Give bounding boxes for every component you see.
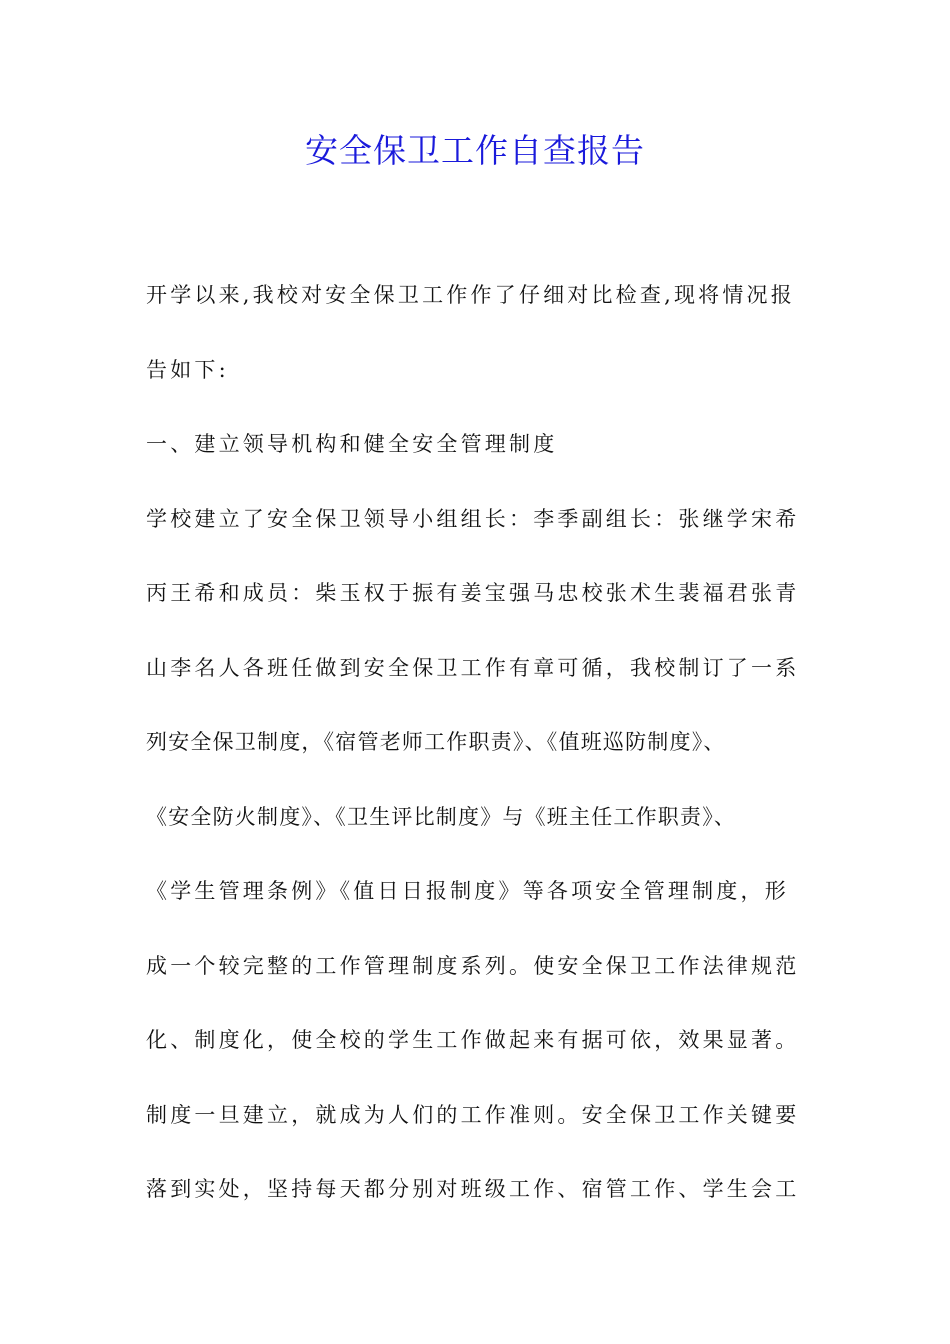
body-line-2: 告如下: <box>146 357 229 382</box>
body-line-10: 成一个较完整的工作管理制度系列。使安全保卫工作法律规范 <box>146 953 800 978</box>
body-line-8: 《安全防火制度》、《卫生评比制度》与《班主任工作职责》、 <box>146 804 737 829</box>
body-line-12: 制度一旦建立，就成为人们的工作准则。安全保卫工作关键要 <box>146 1102 800 1127</box>
document-title: 安全保卫工作自查报告 <box>305 131 645 170</box>
document-body <box>146 258 866 1227</box>
body-line-11: 化、制度化，使全校的学生工作做起来有据可依，效果显著。 <box>146 1028 800 1052</box>
body-line-13: 落到实处，坚持每天都分别对班级工作、宿管工作、学生会工 <box>146 1177 800 1201</box>
body-line-7: 列安全保卫制度，《宿管老师工作职责》、《值班巡防制度》、 <box>146 730 726 754</box>
body-line-4: 学校建立了安全保卫领导小组组长：李季副组长：张继学宋希 <box>146 506 800 531</box>
body-line-9: 《学生管理条例》《值日日报制度》等各项安全管理制度，形 <box>146 879 789 903</box>
body-line-6: 山李名人各班任做到安全保卫工作有章可循，我校制订了一系 <box>146 655 800 680</box>
section-heading-1: 一、建立领导机构和健全安全管理制度 <box>146 432 558 456</box>
body-line-1: 开学以来,我校对安全保卫工作作了仔细对比检查,现将情况报 <box>146 283 795 307</box>
body-line-5: 丙王希和成员：柴玉权于振有姜宝强马忠校张术生裴福君张青 <box>146 581 800 605</box>
